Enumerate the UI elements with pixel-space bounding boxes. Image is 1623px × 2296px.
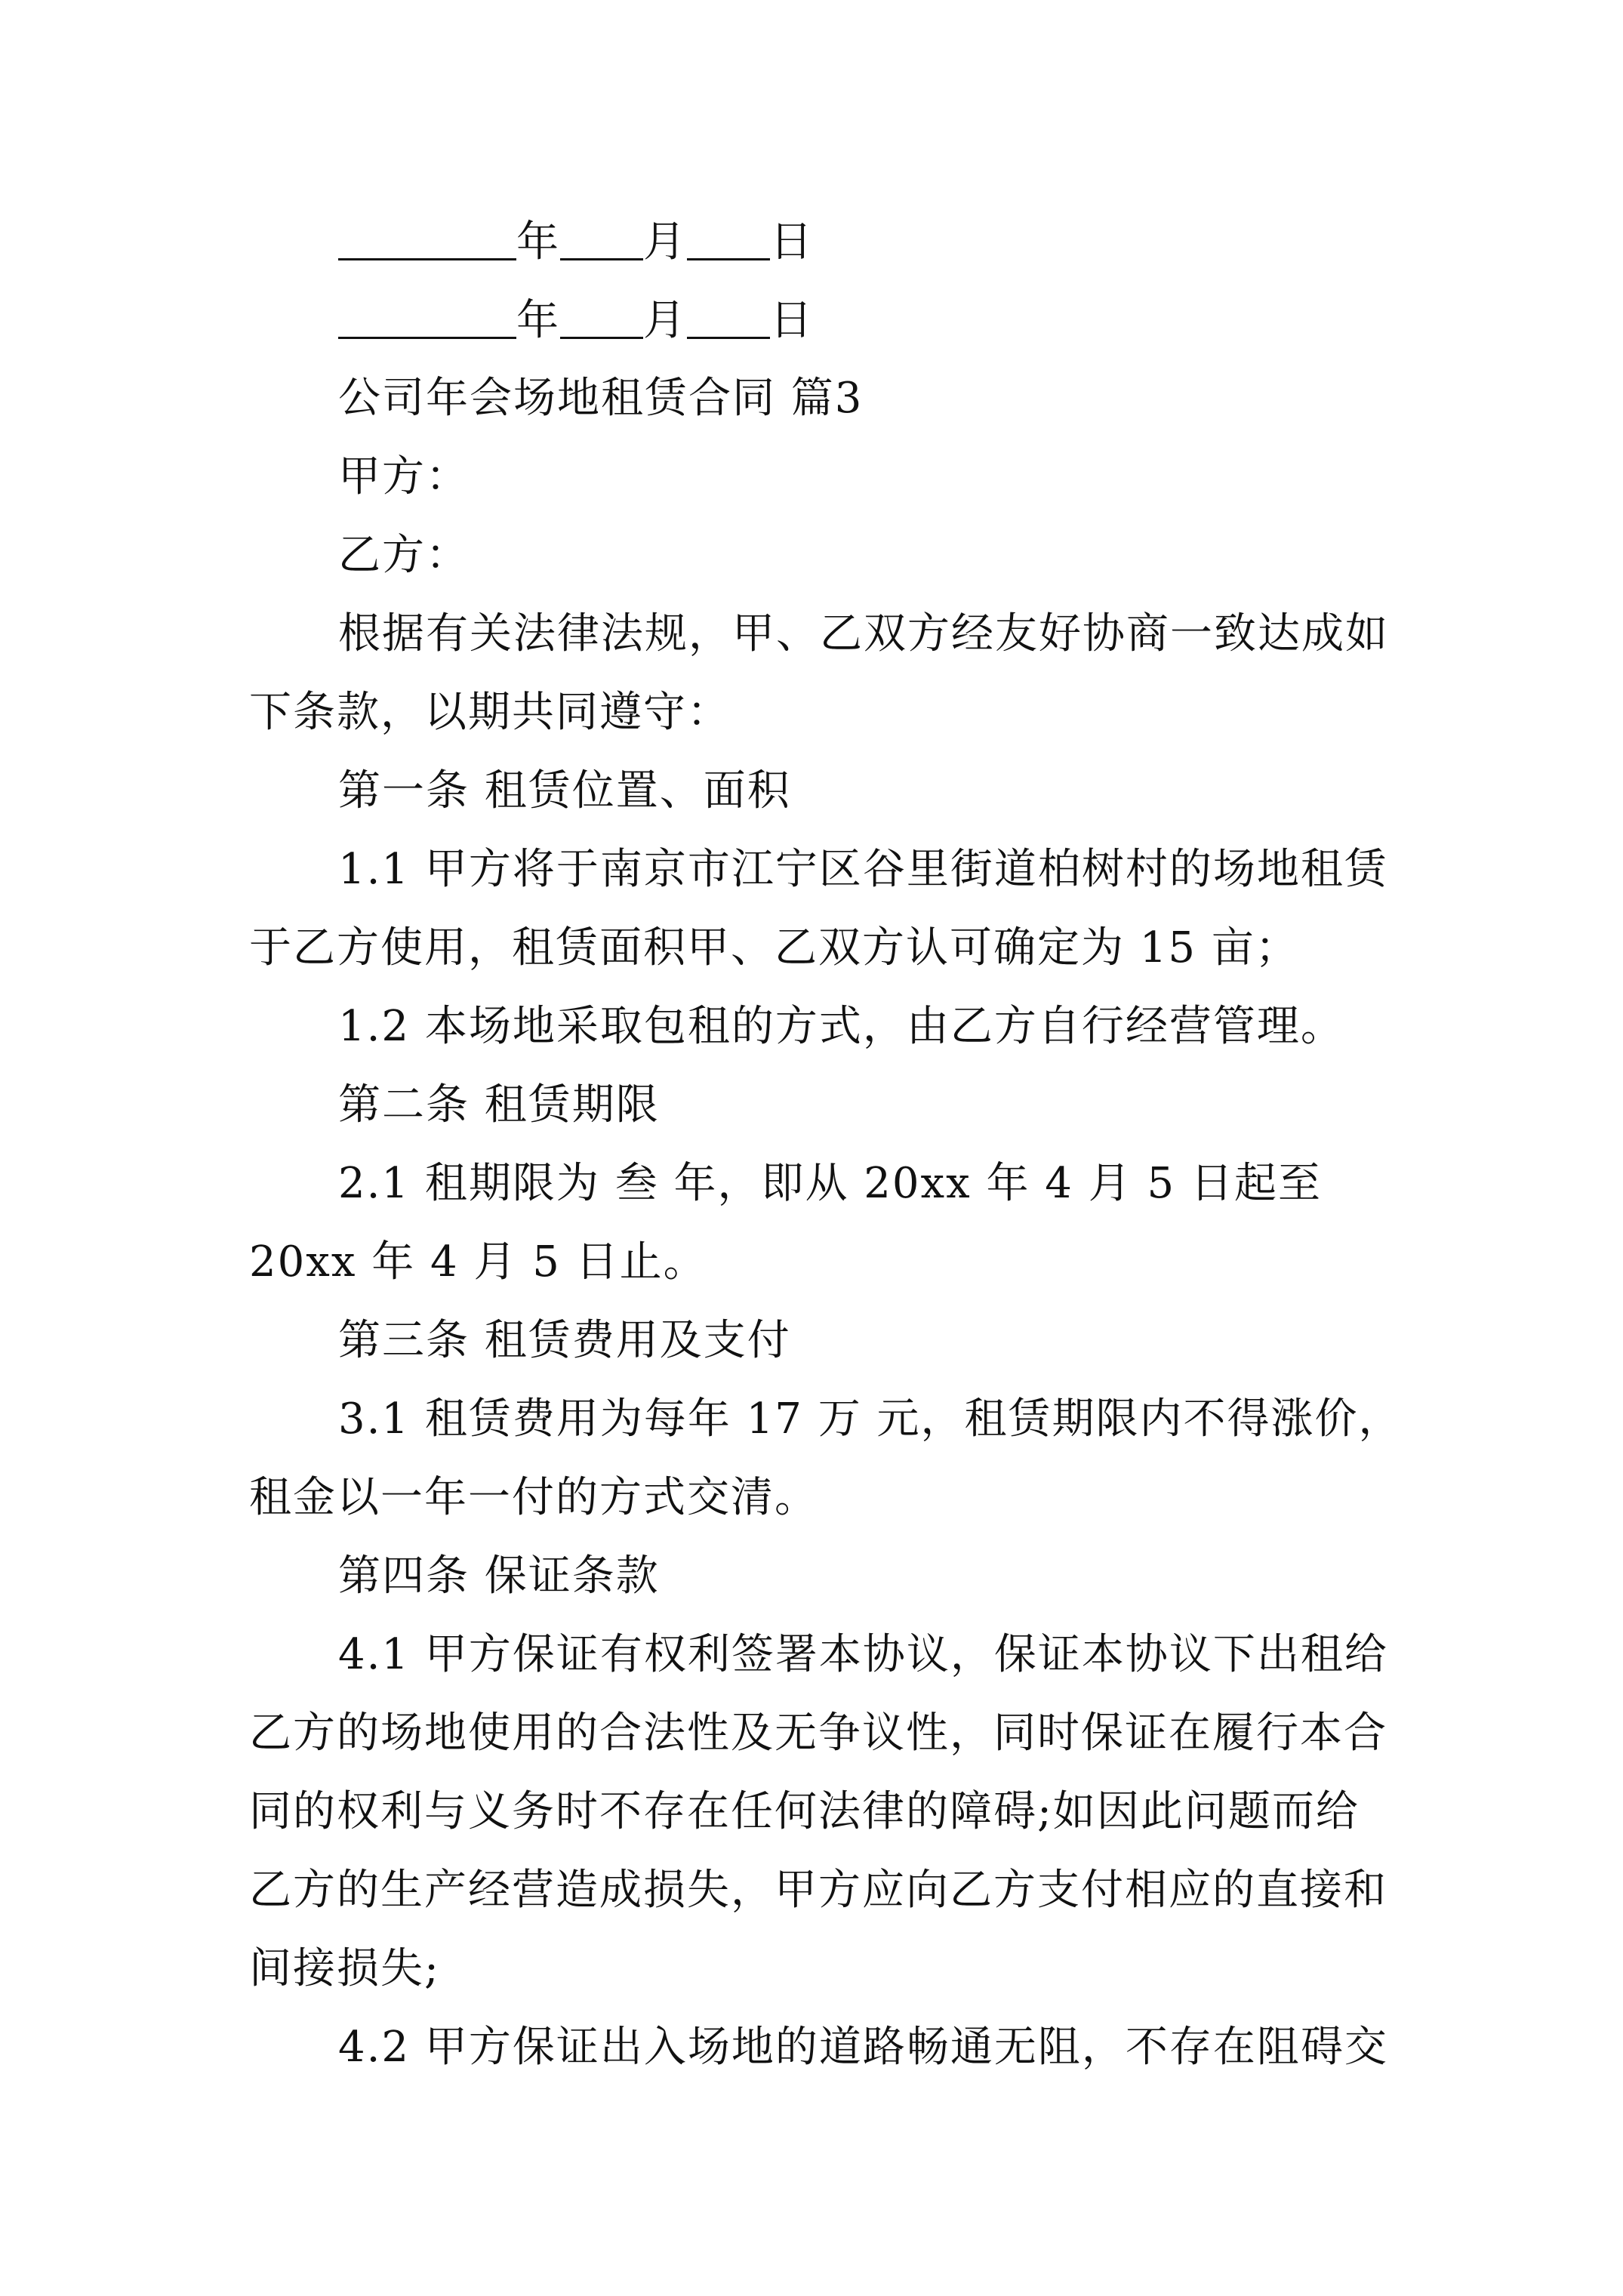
clause-1-2: 1.2 本场地采取包租的方式，由乙方自行经营管理。 [338,1002,1344,1051]
intro-line-1: 根据有关法律法规，甲、乙双方经友好协商一致达成如 [338,609,1389,658]
clause-4-2-line-1: 4.2 甲方保证出入场地的道路畅通无阻，不存在阻碍交 [338,2023,1388,2072]
date-signature-line-1 [338,217,814,267]
year-char: 年 [516,296,560,345]
day-char: 日 [770,217,814,267]
clause-1-1-line-2: 于乙方使用，租赁面积甲、乙双方认可确定为 15 亩； [249,923,1299,972]
day-char: 日 [770,296,814,345]
article-3-title: 第三条 租赁费用及支付 [338,1316,791,1365]
day-blank [687,220,770,260]
month-char: 月 [643,217,687,267]
clause-1-1-line-1: 1.1 甲方将于南京市江宁区谷里街道柏树村的场地租赁 [338,845,1388,894]
intro-line-2: 下条款，以期共同遵守： [249,688,731,737]
article-1-title: 第一条 租赁位置、面积 [338,766,791,815]
month-char: 月 [643,296,687,345]
day-blank [687,299,770,339]
year-blank [338,220,516,260]
clause-2-1-line-2: 20xx 年 4 月 5 日止。 [249,1237,707,1287]
party-b-label: 乙方： [338,531,470,580]
article-4-title: 第四条 保证条款 [338,1552,660,1601]
clause-4-1-line-3: 同的权利与义务时不存在任何法律的障碍;如因此问题而给 [249,1787,1360,1836]
month-blank [560,299,643,339]
clause-4-1-line-2: 乙方的场地使用的合法性及无争议性，同时保证在履行本合 [249,1709,1387,1758]
year-blank [338,299,516,339]
contract-heading: 公司年会场地租赁合同 篇3 [338,374,864,423]
clause-2-1-line-1: 2.1 租期限为 叁 年，即从 20xx 年 4 月 5 日起至 [338,1159,1322,1208]
clause-3-1-line-1: 3.1 租赁费用为每年 17 万 元，租赁期限内不得涨价， [338,1395,1403,1444]
year-char: 年 [516,217,560,267]
date-signature-line-2 [338,296,814,345]
month-blank [560,220,643,260]
clause-4-1-line-1: 4.1 甲方保证有权利签署本协议，保证本协议下出租给 [338,1630,1388,1679]
article-2-title: 第二条 租赁期限 [338,1080,660,1130]
clause-4-1-line-5: 间接损失; [249,1944,440,1993]
clause-3-1-line-2: 租金以一年一付的方式交清。 [249,1473,818,1522]
party-a-label: 甲方： [338,452,470,501]
clause-4-1-line-4: 乙方的生产经营造成损失，甲方应向乙方支付相应的直接和 [249,1866,1387,1915]
